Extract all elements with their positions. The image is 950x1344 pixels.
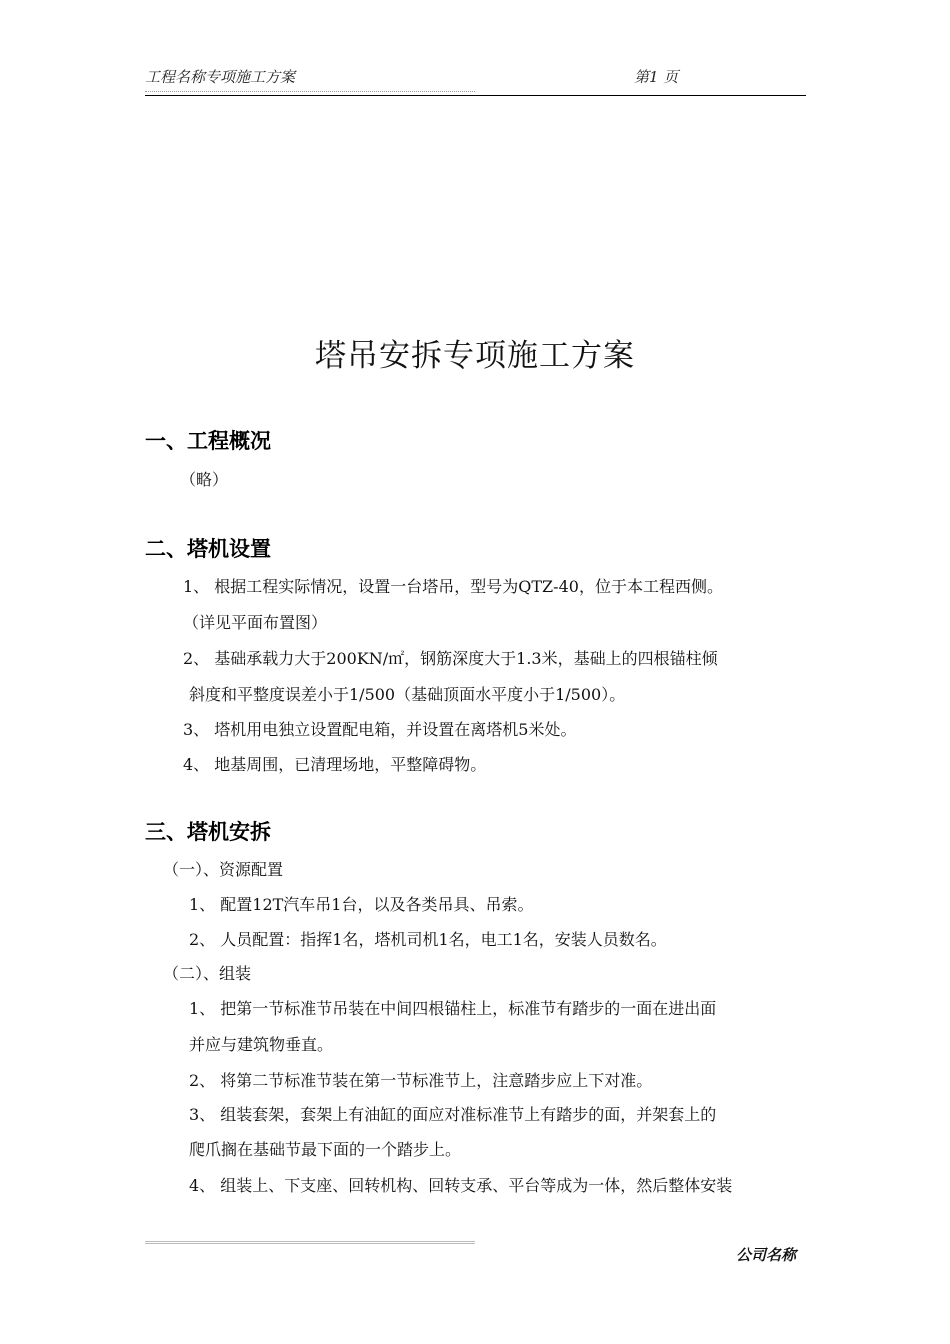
paragraph-line: 斜度和平整度误差小于1/500（基础顶面水平度小于1/500）。 — [189, 685, 626, 704]
paragraph-line: 2、 将第二节标准节装在第一节标准节上，注意踏步应上下对准。 — [189, 1071, 653, 1090]
paragraph-line: 2、 人员配置：指挥1名，塔机司机1名，电工1名，安装人员数名。 — [189, 930, 667, 949]
paragraph-line: 1、 配置12T汽车吊1台，以及各类吊具、吊索。 — [189, 895, 534, 914]
section-overview-text: （略） — [180, 470, 229, 489]
paragraph-line: （详见平面布置图） — [183, 613, 328, 632]
paragraph-line: 3、 塔机用电独立设置配电箱，并设置在离塔机5米处。 — [183, 720, 577, 739]
header-page-number: 第1 页 — [634, 68, 679, 86]
subsection-heading: （一）、资源配置 — [163, 860, 284, 879]
header-rule — [145, 95, 806, 96]
footer-rule — [145, 1241, 475, 1244]
header-project-title: 工程名称专项施工方案 — [145, 68, 296, 86]
paragraph-line: 2、 基础承载力大于200KN/㎡，钢筋深度大于1.3米，基础上的四根锚柱倾 — [183, 649, 718, 668]
paragraph-line: 并应与建筑物垂直。 — [189, 1035, 334, 1054]
section-heading-installation: 三、塔机安拆 — [145, 820, 271, 844]
paragraph-line: 1、 把第一节标准节吊装在中间四根锚柱上，标准节有踏步的一面在进出面 — [189, 999, 717, 1018]
section-heading-crane-setup: 二、塔机设置 — [145, 537, 271, 561]
footer-company-name: 公司名称 — [736, 1246, 797, 1264]
header-dotted-rule — [145, 91, 475, 92]
section-heading-overview: 一、工程概况 — [145, 429, 271, 453]
paragraph-line: 4、 地基周围，已清理场地，平整障碍物。 — [183, 755, 487, 774]
paragraph-line: 4、 组装上、下支座、回转机构、回转支承、平台等成为一体，然后整体安装 — [189, 1176, 733, 1195]
paragraph-line: 3、 组装套架，套架上有油缸的面应对准标准节上有踏步的面，并架套上的 — [189, 1105, 717, 1124]
document-title: 塔吊安拆专项施工方案 — [315, 338, 635, 374]
paragraph-line: 爬爪搁在基础节最下面的一个踏步上。 — [189, 1140, 462, 1159]
paragraph-line: 1、 根据工程实际情况，设置一台塔吊，型号为QTZ-40，位于本工程西侧。 — [183, 577, 723, 596]
subsection-heading: （二）、组装 — [163, 964, 252, 983]
